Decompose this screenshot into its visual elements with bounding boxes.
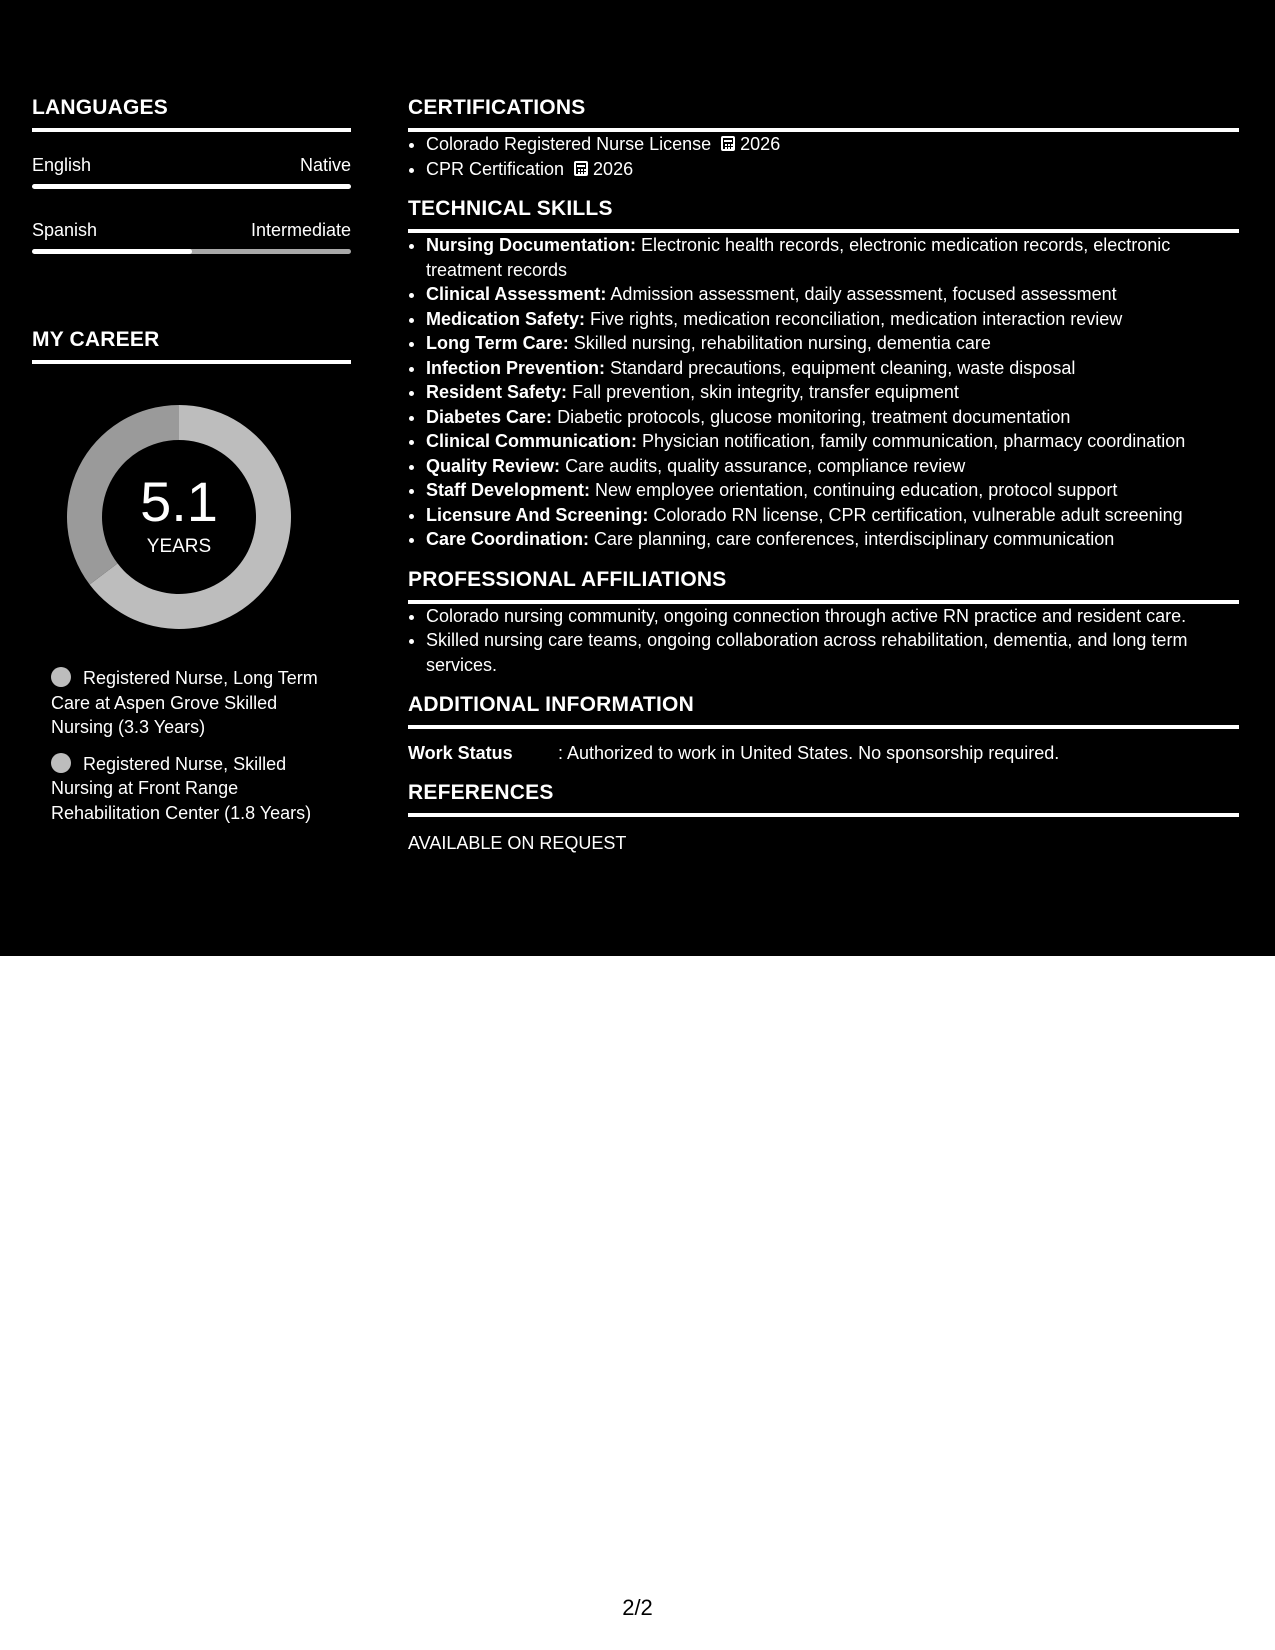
skill-item xyxy=(426,478,1239,503)
references-text: AVAILABLE ON REQUEST xyxy=(408,833,627,853)
skill-text: Electronic health records, electronic medication records, electronic treatment records xyxy=(426,235,1171,280)
certification-item xyxy=(426,132,1239,157)
language-name: Spanish xyxy=(32,220,98,240)
skill-label: Clinical Communication: xyxy=(426,431,638,451)
skill-label: Medication Safety: xyxy=(426,308,586,329)
language-level: Native xyxy=(299,155,351,175)
career-item-text: Registered Nurse, Skilled Nursing at Front Range Rehabilitation Center (1.8 Years) xyxy=(51,753,312,823)
certification-year: 2026 xyxy=(740,134,781,154)
skill-label: Long Term Care: xyxy=(426,333,569,353)
skill-label: Infection Prevention: xyxy=(426,357,606,378)
references-title: REFERENCES xyxy=(408,779,1239,817)
career-item xyxy=(51,752,341,826)
technical-skills-title: TECHNICAL SKILLS xyxy=(408,195,1239,233)
technical-skills-list xyxy=(408,233,1239,552)
language-name: English xyxy=(32,155,92,175)
certification-name: CPR Certification xyxy=(426,158,565,179)
calendar-icon xyxy=(721,136,735,151)
skill-item xyxy=(426,233,1239,282)
skill-text: Care audits, quality assurance, compliance review xyxy=(565,455,966,476)
skill-item xyxy=(426,331,1239,356)
certifications-list xyxy=(408,132,1239,181)
work-status-label: Work Status xyxy=(408,743,513,763)
skill-text: Physician notification, family communication, pharmacy coordination xyxy=(642,431,1186,451)
skill-item xyxy=(426,356,1239,381)
career-total-value: 5.1 xyxy=(140,470,218,533)
skill-label: Care Coordination: xyxy=(426,529,590,549)
work-status-value: : Authorized to work in United States. No sponsorship required. xyxy=(558,743,1060,763)
skill-text: Five rights, medication reconciliation, medication interaction review xyxy=(590,308,1123,329)
skill-item xyxy=(426,429,1239,454)
affiliation-item: • Skilled nursing care teams, ongoing collaboration across rehabilitation, dementia, and long term services. xyxy=(426,628,1239,677)
skill-item xyxy=(426,454,1239,479)
left-column xyxy=(32,94,351,837)
affiliation-item: • Colorado nursing community, ongoing connection through active RN practice and resident care. xyxy=(426,604,1239,629)
career-list xyxy=(32,666,341,825)
career-dot-icon xyxy=(51,753,71,773)
language-spanish xyxy=(32,219,351,254)
affiliations-title: PROFESSIONAL AFFILIATIONS xyxy=(408,566,1239,604)
language-level: Intermediate xyxy=(250,220,351,240)
additional-info-title: ADDITIONAL INFORMATION xyxy=(408,691,1239,729)
right-column xyxy=(408,94,1239,855)
skill-text: Diabetic protocols, glucose monitoring, treatment documentation xyxy=(557,406,1071,427)
skill-text: Fall prevention, skin integrity, transfer equipment xyxy=(572,382,959,402)
skill-label: Nursing Documentation: xyxy=(426,235,636,255)
skill-item xyxy=(426,380,1239,405)
certifications-title: CERTIFICATIONS xyxy=(408,94,1239,132)
skill-text: Admission assessment, daily assessment, focused assessment xyxy=(610,284,1117,304)
career-dot-icon xyxy=(51,667,71,687)
career-item xyxy=(51,666,341,740)
skill-item xyxy=(426,282,1239,307)
languages-title: LANGUAGES xyxy=(32,94,351,132)
career-donut-chart xyxy=(66,404,292,630)
skill-label: Licensure And Screening: xyxy=(426,504,649,525)
career-title: MY CAREER xyxy=(32,326,351,364)
certification-item xyxy=(426,157,1239,182)
skill-text: New employee orientation, continuing education, protocol support xyxy=(595,480,1118,500)
page-number: 2/2 xyxy=(622,1595,653,1620)
skill-label: Quality Review: xyxy=(426,455,561,476)
skill-label: Resident Safety: xyxy=(426,382,568,402)
skill-text: Colorado RN license, CPR certification, vulnerable adult screening xyxy=(653,504,1183,525)
certification-name: Colorado Registered Nurse License xyxy=(426,134,712,154)
skill-item xyxy=(426,503,1239,528)
calendar-icon xyxy=(574,161,588,176)
skill-label: Diabetes Care: xyxy=(426,406,553,427)
skill-text: Standard precautions, equipment cleaning, waste disposal xyxy=(610,357,1076,378)
career-total-unit: YEARS xyxy=(146,536,212,557)
skill-label: Clinical Assessment: xyxy=(426,284,607,304)
language-proficiency-bar xyxy=(32,249,351,254)
certification-year: 2026 xyxy=(593,158,634,179)
language-proficiency-bar xyxy=(32,184,351,189)
skill-item xyxy=(426,405,1239,430)
language-proficiency-fill xyxy=(32,184,351,189)
language-proficiency-fill xyxy=(32,249,192,254)
skill-label: Staff Development: xyxy=(426,480,591,500)
skill-text: Skilled nursing, rehabilitation nursing, dementia care xyxy=(573,333,991,353)
skill-item xyxy=(426,527,1239,552)
work-status-row xyxy=(408,741,1239,765)
language-english xyxy=(32,154,351,189)
skill-item xyxy=(426,307,1239,332)
skill-text: Care planning, care conferences, interdisciplinary communication xyxy=(594,529,1115,549)
affiliations-list xyxy=(408,604,1239,678)
career-item-text: Registered Nurse, Long Term Care at Aspen Grove Skilled Nursing (3.3 Years) xyxy=(51,668,318,737)
